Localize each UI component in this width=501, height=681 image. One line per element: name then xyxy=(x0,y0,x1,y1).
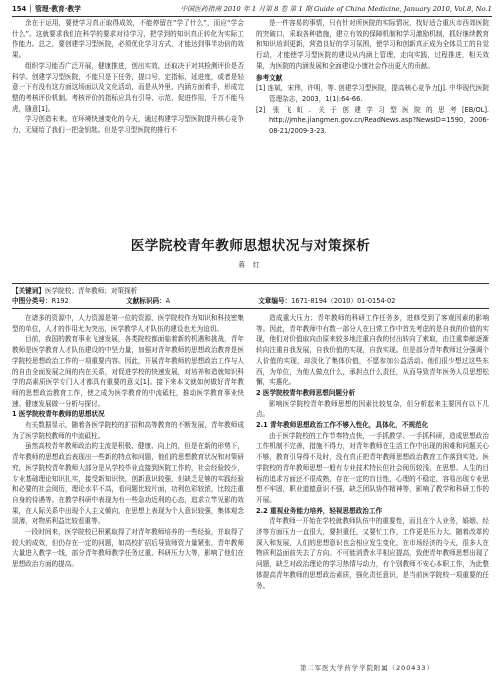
section-heading: 2.1 青年教师思想政治工作不够入性化，具体化，不规范化 xyxy=(256,421,429,430)
header-section: 154 │ 管理·教育·教学 xyxy=(12,5,81,13)
article-no-value: 1671-8194（2010）01-0154-02 xyxy=(291,297,396,305)
keywords-label: 【关键词】 xyxy=(12,287,45,295)
prev-article-left-column xyxy=(12,18,244,144)
section-heading: 2 医学院校青年教师思想问题分析 xyxy=(256,388,356,397)
section-heading: 2.2 重视业务能力培养，轻视思想政治工作 xyxy=(256,506,383,515)
author-affiliation: 第二军医大学药学学院附属（200433） xyxy=(300,664,434,672)
reference-item: [1] 连斌，宋伟，许明，等. 创建学习型医院，提高核心竞争力[J]. 中华现代医院管理杂志，2003，1(1):64-66. xyxy=(256,84,489,103)
paragraph: 虽然高校青年教师政治的主流是积极、健康、向上的，但是在新的形势下，青年教师的思想政治表现出一些新的特点和问题，他们的思想教育状况和对策研究，医学院校青年教师大部分是从学校毕业直接到医院工作的，社会经验较少，专业基础理论知识扎实，接受新知识快，创新意识较强，但缺乏足够的实践经验和必要的社会阅历，理论水平不高，看问题比较片面，功利色彩较浓，比较注重自身的待遇等。在教学科研中表现为有一些急功近利的心态，追求立竿见影的效果，在人际关系中出现个人主义倾向，在思想上表现为个人意识较强，集体观念淡薄，对物质利益比较看重等。 xyxy=(12,442,244,526)
paragraph: 组织学习能否广泛开展，健康推进，创出实效，还取决于对其检测评价是否科学。创建学习型医院，不能只是下任务，提口号，定指标，延进度，或者是轻意一下有没有这方面这场面以及文化活动，而是从外里、内涵方面着手，形成完整的考核评价机制。考核评价的指标应具有引导、示范、促进作用，千万不能马虎，随意[1]。 xyxy=(12,61,244,113)
paragraph: 由于医学院校的工作节奏特点快，一手抓教学、一手抓科研，造成思想政治工作机制不完善，措施不得力，对青年教师在生活工作中出现的困难和问题关心不够，教育引导得不及时，没有真正把青年教师思想政治教育工作落到实处。医学院校的青年教师思想一般有专业技术特长但社会阅历较浅，在思想、人生的目标的追求方面还不很成熟，存在一定的盲目性，心理的不稳定，容易出现专业思想不牢固，职业道德意识不强，缺乏团队协作精神等，影响了教学和科研工作的开展。 xyxy=(256,431,489,504)
paragraph: 造成重大压力；青年教师的科研工作任务多，进修受到了客观因素的影响等。因此，青年教师中有数一部分人在日常工作中首先考虑的是自我的价值的实现，他们对价值取向由原来较多地注重自我的付出转向了索取，由注重奉献逐渐转向注重自我发展，自我价值的实现，自我实现。但是部分青年教师过分强调个人价值的实现，却淡化了集体价值，不愿参加公益活动。他们很少想过这些东西，为单位，为他人做点什么，承担点什么责任，从而导致青年医务人员思想松懈，实惠化。 xyxy=(256,314,489,387)
article-author: 蒋 红 xyxy=(238,261,263,269)
running-header xyxy=(12,2,492,17)
section-heading: 1 医学院校青年教师的思想状况 xyxy=(12,410,105,419)
paragraph: 目前，我国的教育事业飞速发展，各类院校都面临着新的机遇和挑战，青年教师是医学教育人才队伍建设的中坚力量，加强对青年教师的思想政治教育是医学院校思想政治工作的一项重要内容。因此，开展青年教师的思想政治工作与人的自由全面发展之间的内在关系，对促进学校的快速发展，对培养和造就知识科学的高素质医学专门人才都具有重要的意义[1]。接下来本文就如何做好青年教师的思想政治教育工作，使之成为医学教育的中流砥柱，推动医学教育事业快速、健康发展做一分析与探讨。 xyxy=(12,335,244,408)
paragraph: 有关数据显示，随着各医学院校的扩招和高等教育的不断发展，青年教师成为了医学院校教师的中流砥柱。 xyxy=(12,421,244,440)
keywords-line xyxy=(12,286,137,296)
article-title: 医学院校青年教师思想状况与对策探析 xyxy=(130,238,371,254)
meta-bottom-rule xyxy=(12,308,489,309)
keywords-text: 医学院校；青年教师；对策探析 xyxy=(44,287,138,295)
reference-item: [2] 张飞虹. 关于创建学习型医院的思考[EB/OL]. http://jmhe.jiangmen.gov.cn/ReadNews.asp?NewsID=1590，2006-08-21/2009-3-23. xyxy=(256,105,489,136)
clc-value: R192 xyxy=(51,297,69,305)
paragraph: 青年教师一开始在学校就教师队伍中的重要性，而且在个人业务，婚姻、经济等方面压力一直很大，要担重任，又要忙工作，工作更是压力大。随着改革的深入和发展，人们的思想意识也会相应发生变化，在市场经济的今天，很多人在物质利益面前失去了方向。不可能消费水平相应提高，致使青年教师思想出现了问题，缺乏对政治理论的学习热情与动力，有个别教师不安心本职工作，为此整体提高青年教师的思想政治素质，强化责任意识，是当前医学院校一项重要的任务。 xyxy=(256,517,489,590)
paragraph: 学习创造未来。在环境快速变化的今天，通过构建学习型医院提升核心竞争力，无疑给了我们一把金钥匙。但是学习型医院的推行不 xyxy=(12,115,244,135)
paragraph: 在诸多的资源中，人力资源是第一位的资源，医学院校作为知识和科技密集型的单位，人才的作用尤为突出，医学教学人才队伍的建设也尤为迫切。 xyxy=(12,314,244,333)
meta-top-rule xyxy=(12,283,489,284)
article-no-label: 文章编号： xyxy=(258,297,292,305)
doc-code-value: A xyxy=(165,297,171,305)
doc-code-label: 文献标识码： xyxy=(126,297,166,305)
paragraph: 影响医学院校青年教师思想的因素比较复杂，但分析起来主要因有以下几点。 xyxy=(256,399,489,419)
paragraph: 是一件容易的事情，只有针对所医院的实际情况，找好适合重庆市西郊医院的突破口，采取各种措施，建立有效的保障机制和学习激励机制，抓好继续教育和知识培训更新，营造良好的学习氛围，使学习和创新真正成为全体员工的自觉行动，才能使学习型医院的建设从内涵上管理，走向实践，过程推进，相关效果，为医院的内涵发展和全面建设小康社会作出更大的贡献。 xyxy=(256,19,489,70)
references-heading: 参考文献 xyxy=(256,73,283,82)
body-right-column xyxy=(256,313,489,653)
clc-label: 中图分类号： xyxy=(12,297,52,305)
header-journal: 中国医药指南 2010 年 1 月第 8 卷 第 1 期 Guide of China Medicine, January 2010, Vol.8, No.1 xyxy=(180,5,492,13)
body-left-column xyxy=(12,313,244,673)
paragraph: 余在于运用，要使学习真正取得成效，不能停留在“学了什么”，而应“学会什么”。这就要求我们在科学的要求对待学习，把学到的知识真正转化为实际工作能力。总之，要创建学习型医院，必须优化学习方式，才能达到事半功倍的效果。 xyxy=(12,19,244,60)
classification-line xyxy=(12,296,489,306)
paragraph: 一段时间来，医学院校已积累取得了对青年教师培养的一些经验，并取得了较大的成效，但仍存在一定的问题，如高校扩招后导致师资力量紧张，青年教师大量进入教学一线，部分青年教师教学任务过重、科研压力大等，影响了他们在思想政治方面的提高。 xyxy=(12,528,244,569)
prev-article-right-column xyxy=(256,18,489,210)
